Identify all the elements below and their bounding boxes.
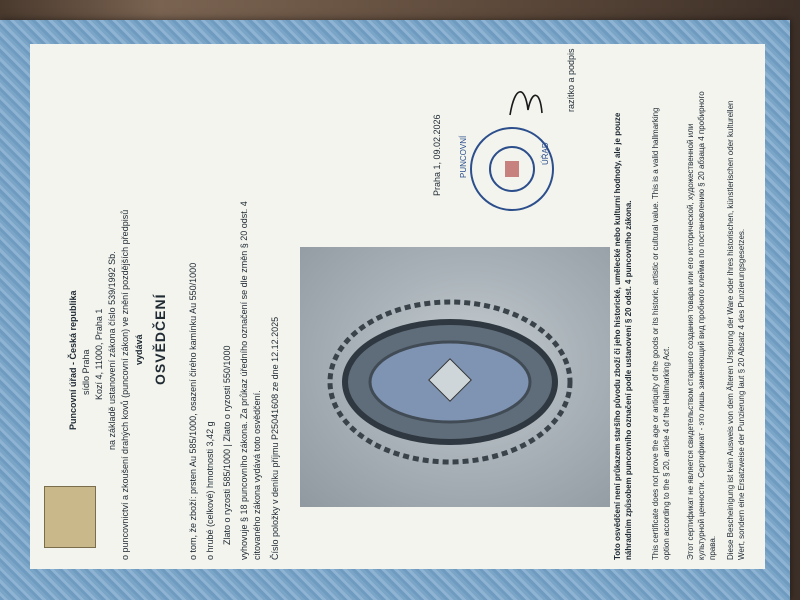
office-stamp (470, 127, 554, 211)
body-line-5: citovaného zákona vydává toto osvědčení. (252, 390, 262, 560)
note-ru: Этот сертификат не является свидетельством старшего создания товара или его исторической, художественной или культурной ценности. Сертификат - это лишь заменяющий вид пробного клейма по постановлению § 20 абзаца 4 пробирного права. (686, 91, 717, 560)
issues-line: vydává (134, 334, 144, 365)
ring-image (300, 247, 610, 507)
body-line-4: vyhovuje § 18 puncovního zákona. Za průkaz úředního označení se dle změn § 20 odst. 4 (239, 201, 249, 560)
note-de: Diese Bescheinigung ist kein Ausweis von dem Älteren Ursprung der Ware oder ihres historischen, künstlerischen oder kulturellen Wert, sondern eine Ersatzweise der Punzierung laut § 20 Absatz 4 des Punzierungsgesetzes. (726, 100, 746, 560)
hallmark-logo (44, 486, 96, 548)
place-date: Praha 1, 09.02.2026 (432, 114, 442, 196)
body-line-3: Zlato o ryzosti 585/1000 | Zlato o ryzosti 550/1000 (222, 345, 232, 545)
note-cz: Toto osvědčení není průkazem staršího původu zboží či jeho historické, umělecké nebo kulturní hodnoty, ale je pouze náhradním způsobem puncovního označení podle ustanovení § 20 odst. 4 puncovního zákona. (613, 112, 633, 560)
seat-line: sídlo Praha (81, 349, 91, 395)
law-line: o puncovnictví a zkoušení drahých kovů (puncovní zákon) ve znění pozdějších předpisů (120, 209, 130, 560)
stamp-emblem-icon (472, 129, 552, 209)
body-line-2: o hrubé (celkové) hmotnosti 3,42 g (205, 421, 215, 560)
body-line-6: Číslo položky v deníku příjmu P25041608 ze dne 12.12.2025 (270, 316, 280, 560)
address-line: Kozí 4, 11000, Praha 1 (94, 308, 104, 400)
certificate-title: OSVĚDČENÍ (152, 293, 168, 385)
legal-line: na základě ustanovení zákona číslo 539/1992 Sb. (107, 251, 117, 450)
note-en: This certificate does not prove the age or antiquity of the goods or its historic, artistic or cultural value. This is a valid hallmarking option according to the § 20, article 4 of the Hallmarking Act. (651, 107, 671, 560)
authority-line: Puncovní úřad - Česká republika (68, 290, 78, 430)
stamp-top-text: PUNCOVNÍ (459, 135, 468, 178)
body-line-1: o tom, že zboží: prsten Au 585/1000, osazení čirého kamínku Au 550/1000 (188, 262, 198, 560)
handwritten-signature (500, 75, 550, 125)
signature-caption: razítko a podpis (566, 48, 576, 112)
ring-photo (300, 247, 610, 507)
stamp-bottom-text: ÚŘAD (541, 142, 550, 165)
